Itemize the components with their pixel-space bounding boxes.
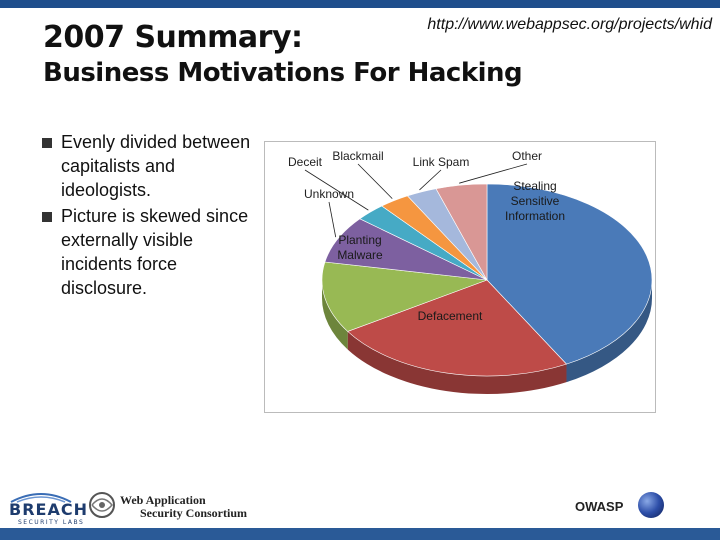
bullet-item <box>40 130 255 202</box>
slice-label-1: Defacement <box>417 309 483 323</box>
slice-label-2: Planting <box>338 233 382 247</box>
bullet-item <box>40 204 255 300</box>
slice-label-0: Sensitive <box>510 194 560 208</box>
source-url[interactable]: http://www.webappsec.org/projects/whid <box>427 16 712 33</box>
bullet-text: Evenly divided between capitalists and ideologists. <box>61 132 251 200</box>
wasc-logo-icon <box>86 490 118 520</box>
square-bullet-icon <box>42 138 52 148</box>
slice-label-7: Other <box>511 149 543 163</box>
leader-line-3 <box>329 202 336 237</box>
breach-logo-text: BREACH <box>9 500 88 519</box>
leader-line-6 <box>419 170 441 190</box>
bullet-list <box>40 130 255 302</box>
bottom-accent-bar <box>0 528 720 540</box>
slide-title: 2007 Summary: <box>43 20 303 55</box>
slide-subtitle: Business Motivations For Hacking <box>43 58 523 88</box>
slice-label-2: Malware <box>337 248 383 262</box>
pie-chart-frame <box>264 141 656 413</box>
wasc-logo-text <box>120 494 247 520</box>
owasp-label: OWASP <box>575 499 624 514</box>
pie-chart <box>265 142 655 412</box>
slice-label-6: Link Spam <box>412 155 470 169</box>
wasc-line2: Security Consortium <box>140 506 247 520</box>
owasp-globe-icon <box>638 492 664 518</box>
square-bullet-icon <box>42 212 52 222</box>
slice-label-5: Blackmail <box>332 149 384 163</box>
top-accent-bar <box>0 0 720 8</box>
slice-label-3: Unknown <box>303 187 355 201</box>
bullet-text: Picture is skewed since externally visible incidents force disclosure. <box>61 206 249 298</box>
slice-label-0: Stealing <box>513 179 557 193</box>
wasc-line1: Web Application <box>120 493 206 507</box>
slice-label-4: Deceit <box>287 155 323 169</box>
slice-label-0: Information <box>504 209 566 223</box>
breach-logo-subtext: SECURITY LABS <box>18 519 85 526</box>
leader-line-5 <box>358 164 392 199</box>
